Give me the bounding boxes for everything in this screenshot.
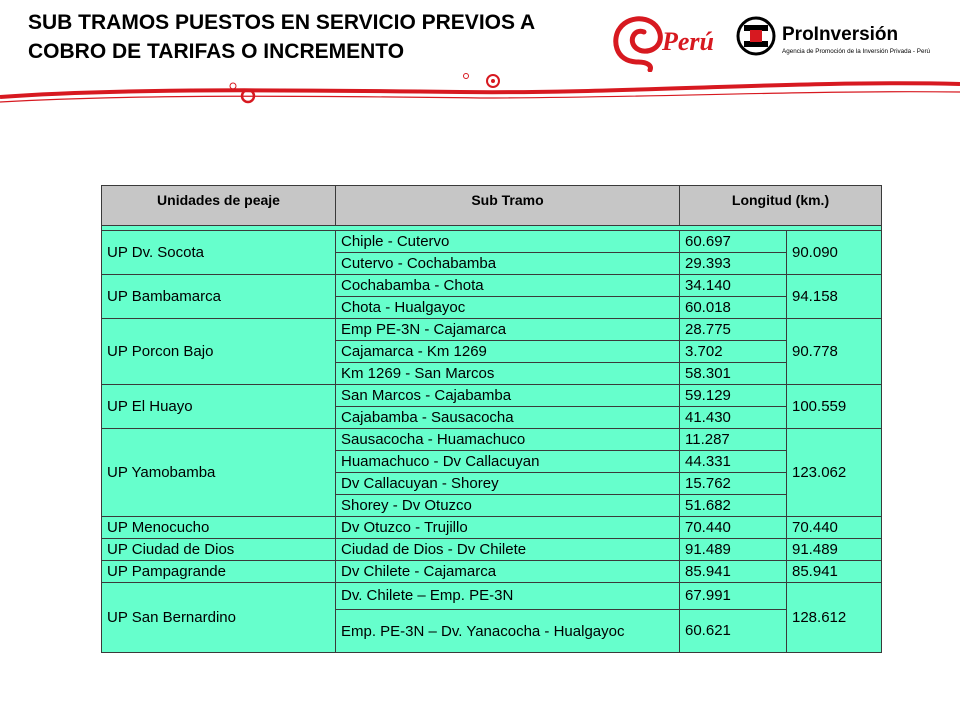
length-cell: 41.430 bbox=[680, 407, 787, 429]
table-header-row bbox=[102, 186, 882, 226]
proinversion-logo-text: ProInversión bbox=[782, 24, 899, 45]
total-cell: 85.941 bbox=[787, 561, 882, 583]
segment-cell: Dv Chilete - Cajamarca bbox=[336, 561, 680, 583]
segment-cell: Km 1269 - San Marcos bbox=[336, 363, 680, 385]
unit-cell: UP Bambamarca bbox=[102, 275, 336, 319]
total-cell: 128.612 bbox=[787, 583, 882, 653]
table-row bbox=[102, 385, 882, 407]
decorative-swoosh bbox=[0, 64, 960, 114]
length-cell: 60.697 bbox=[680, 231, 787, 253]
segment-cell: Cutervo - Cochabamba bbox=[336, 253, 680, 275]
length-cell: 11.287 bbox=[680, 429, 787, 451]
length-cell: 34.140 bbox=[680, 275, 787, 297]
header-units: Unidades de peaje bbox=[102, 186, 336, 226]
segment-cell: Ciudad de Dios - Dv Chilete bbox=[336, 539, 680, 561]
length-cell: 51.682 bbox=[680, 495, 787, 517]
length-cell: 60.018 bbox=[680, 297, 787, 319]
segment-cell: Sausacocha - Huamachuco bbox=[336, 429, 680, 451]
peru-logo bbox=[608, 10, 726, 72]
total-cell: 70.440 bbox=[787, 517, 882, 539]
segment-cell: Huamachuco - Dv Callacuyan bbox=[336, 451, 680, 473]
segment-cell: Dv Otuzco - Trujillo bbox=[336, 517, 680, 539]
table-row bbox=[102, 275, 882, 297]
table-row bbox=[102, 429, 882, 451]
unit-cell: UP El Huayo bbox=[102, 385, 336, 429]
segment-cell: Emp PE-3N - Cajamarca bbox=[336, 319, 680, 341]
length-cell: 44.331 bbox=[680, 451, 787, 473]
length-cell: 60.621 bbox=[680, 610, 787, 653]
unit-cell: UP Yamobamba bbox=[102, 429, 336, 517]
unit-cell: UP Porcon Bajo bbox=[102, 319, 336, 385]
segment-cell: Cajabamba - Sausacocha bbox=[336, 407, 680, 429]
segment-cell: Chiple - Cutervo bbox=[336, 231, 680, 253]
total-cell: 100.559 bbox=[787, 385, 882, 429]
length-cell: 3.702 bbox=[680, 341, 787, 363]
segment-cell: Cajamarca - Km 1269 bbox=[336, 341, 680, 363]
segment-cell: Emp. PE-3N – Dv. Yanacocha - Hualgayoc bbox=[336, 610, 680, 653]
segment-cell: Dv. Chilete – Emp. PE-3N bbox=[336, 583, 680, 610]
segment-cell: Shorey - Dv Otuzco bbox=[336, 495, 680, 517]
header-sub-tramo: Sub Tramo bbox=[336, 186, 680, 226]
total-cell: 123.062 bbox=[787, 429, 882, 517]
table-row bbox=[102, 517, 882, 539]
segment-cell: Dv Callacuyan - Shorey bbox=[336, 473, 680, 495]
toll-units-table bbox=[101, 185, 882, 653]
page-title-line-2: COBRO DE TARIFAS O INCREMENTO bbox=[28, 40, 405, 63]
total-cell: 91.489 bbox=[787, 539, 882, 561]
unit-cell: UP San Bernardino bbox=[102, 583, 336, 653]
peru-logo-text: Perú bbox=[662, 27, 714, 56]
length-cell: 29.393 bbox=[680, 253, 787, 275]
page-title bbox=[28, 8, 588, 66]
total-cell: 90.778 bbox=[787, 319, 882, 385]
length-cell: 28.775 bbox=[680, 319, 787, 341]
length-cell: 58.301 bbox=[680, 363, 787, 385]
length-cell: 15.762 bbox=[680, 473, 787, 495]
proinversion-tagline: Agencia de Promoción de la Inversión Privada - Perú bbox=[782, 48, 931, 55]
segment-cell: Chota - Hualgayoc bbox=[336, 297, 680, 319]
segment-cell: Cochabamba - Chota bbox=[336, 275, 680, 297]
table-row bbox=[102, 319, 882, 341]
table-row bbox=[102, 583, 882, 610]
length-cell: 67.991 bbox=[680, 583, 787, 610]
length-cell: 91.489 bbox=[680, 539, 787, 561]
page-title-line-1: SUB TRAMOS PUESTOS EN SERVICIO PREVIOS A bbox=[28, 11, 536, 34]
header-length: Longitud (km.) bbox=[680, 186, 882, 226]
table-row bbox=[102, 231, 882, 253]
length-cell: 85.941 bbox=[680, 561, 787, 583]
table-row bbox=[102, 561, 882, 583]
length-cell: 70.440 bbox=[680, 517, 787, 539]
proinversion-logo bbox=[736, 16, 936, 60]
unit-cell: UP Pampagrande bbox=[102, 561, 336, 583]
unit-cell: UP Ciudad de Dios bbox=[102, 539, 336, 561]
length-cell: 59.129 bbox=[680, 385, 787, 407]
total-cell: 90.090 bbox=[787, 231, 882, 275]
unit-cell: UP Menocucho bbox=[102, 517, 336, 539]
table-row bbox=[102, 539, 882, 561]
total-cell: 94.158 bbox=[787, 275, 882, 319]
segment-cell: San Marcos - Cajabamba bbox=[336, 385, 680, 407]
unit-cell: UP Dv. Socota bbox=[102, 231, 336, 275]
